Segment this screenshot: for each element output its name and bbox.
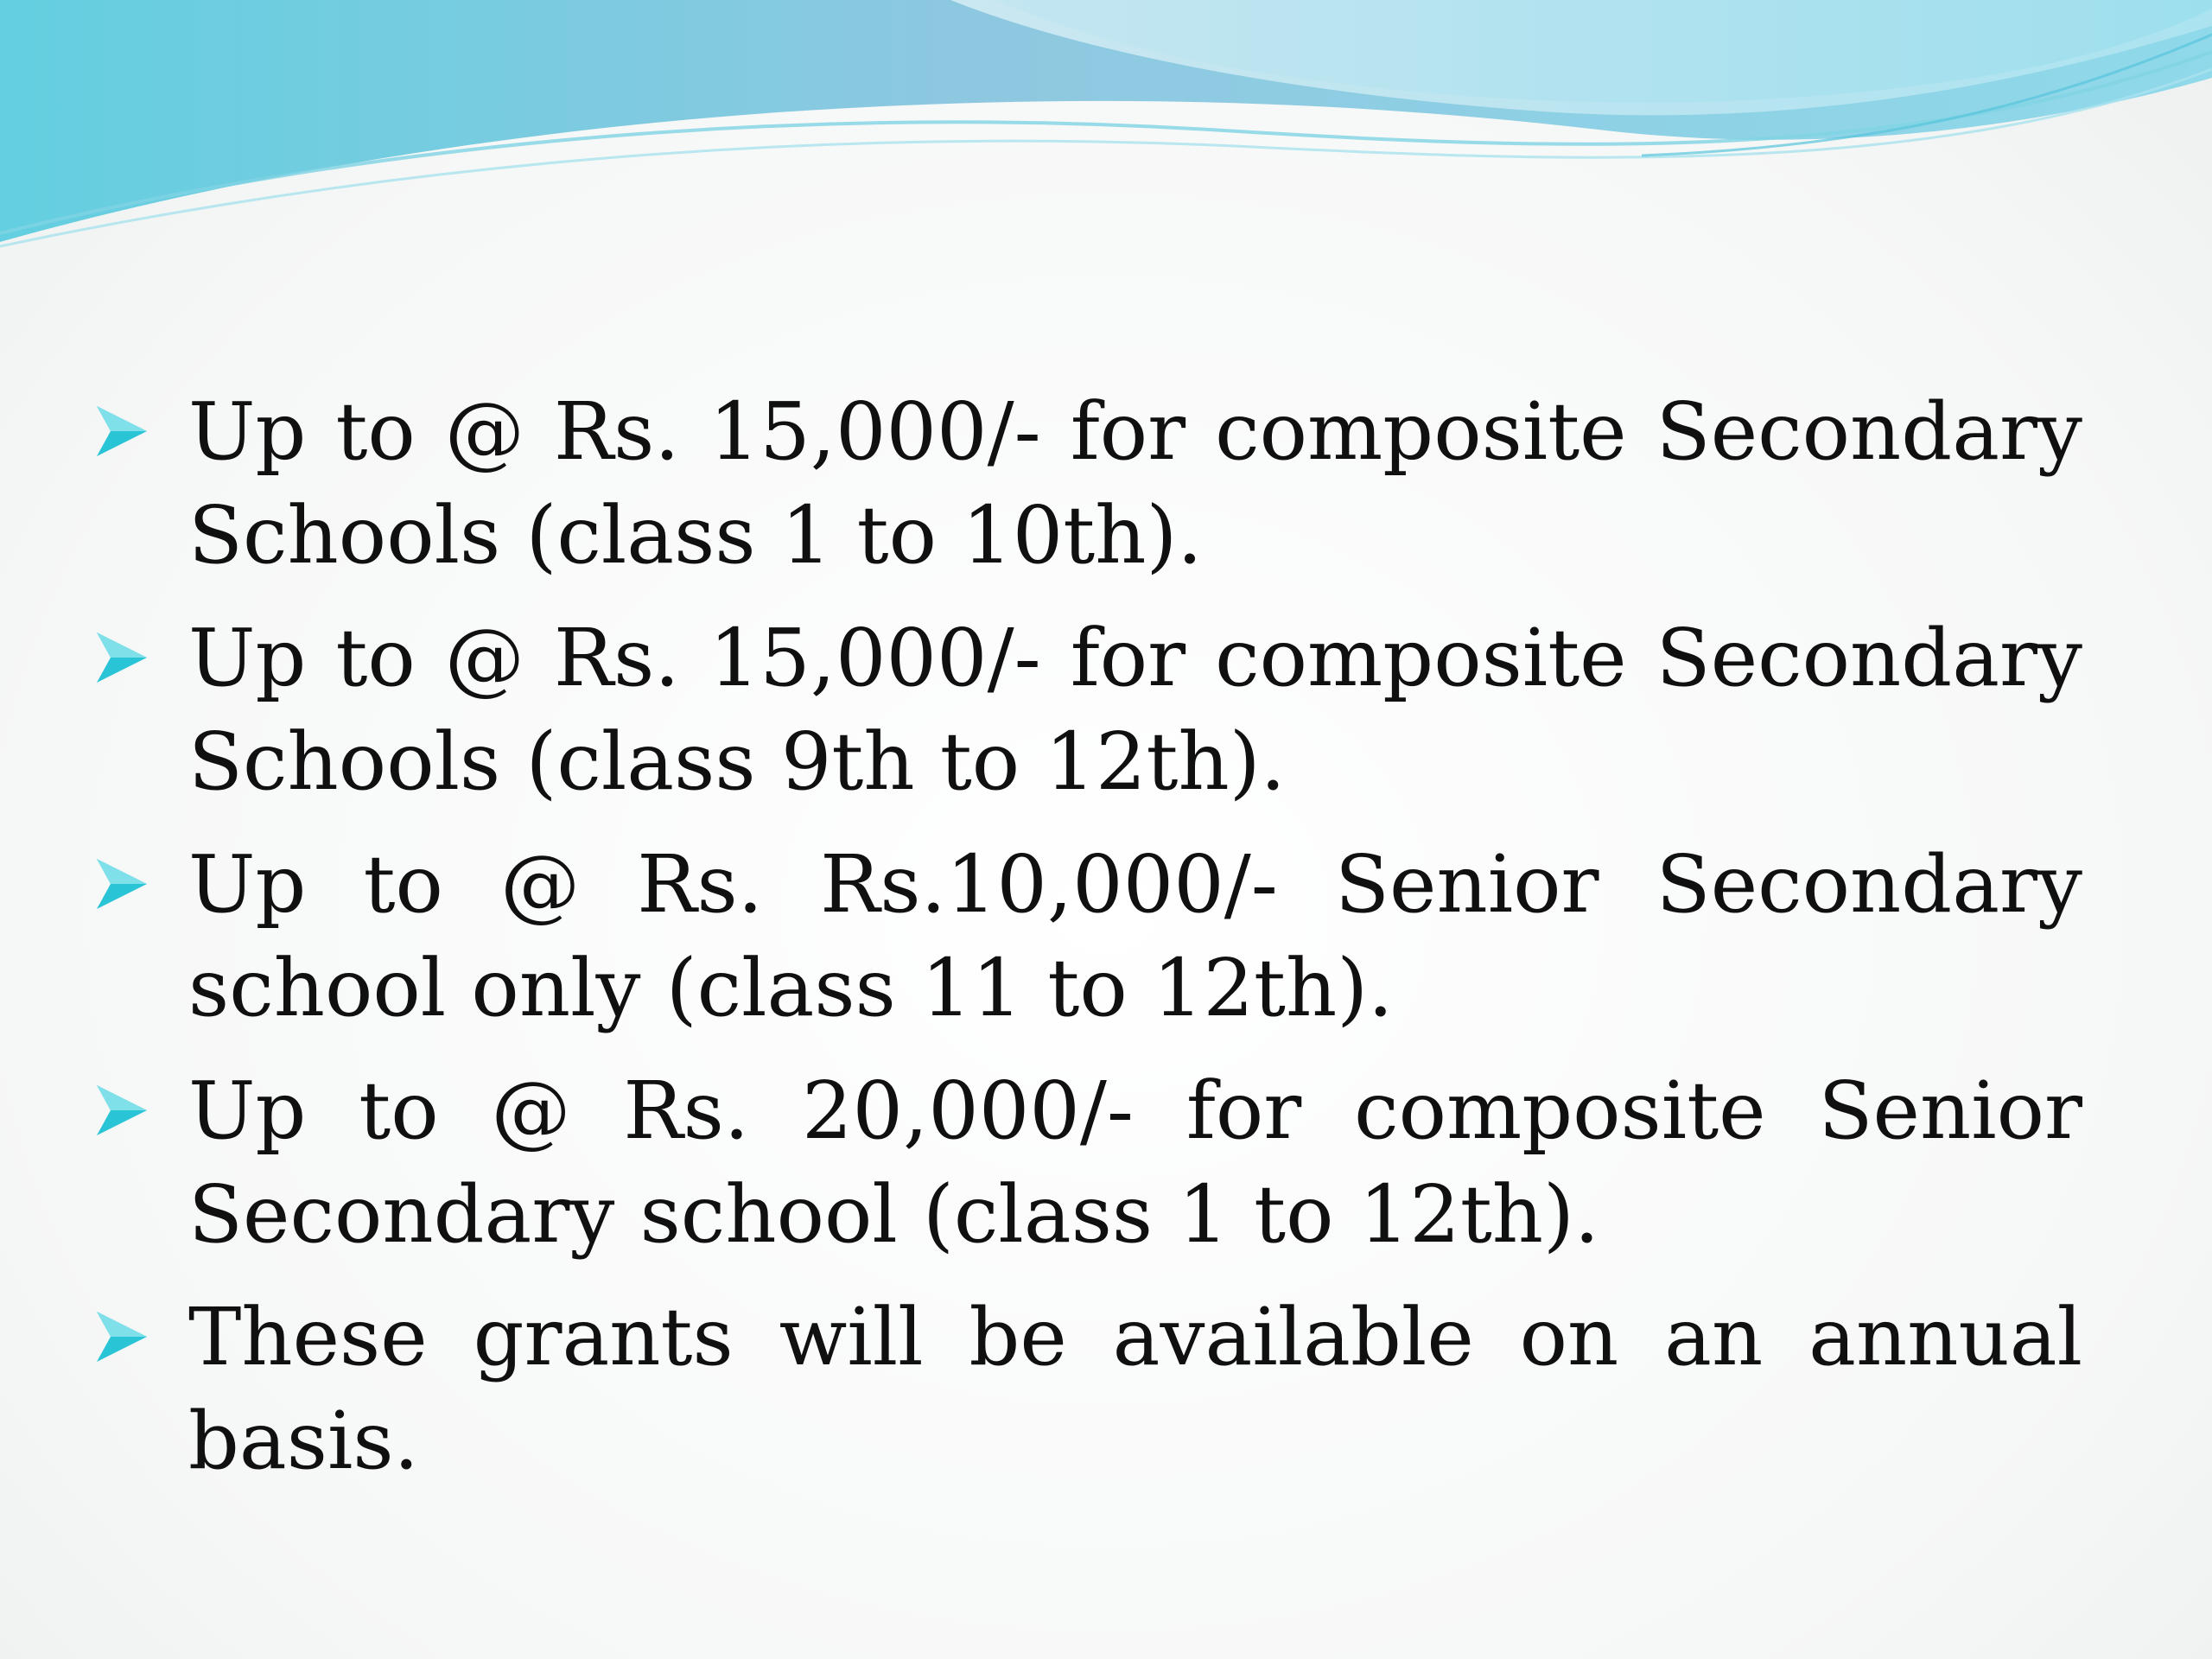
arrowhead-bullet-icon bbox=[95, 855, 149, 912]
arrowhead-bullet-icon bbox=[95, 629, 149, 686]
bullet-text: These grants will be available on an annual basis. bbox=[188, 1291, 2082, 1487]
bullet-text: Up to @ Rs. 15,000/- for composite Secondary Schools (class 1 to 10th). bbox=[188, 385, 2082, 582]
bullet-item bbox=[95, 607, 2082, 814]
bullet-item bbox=[95, 833, 2082, 1040]
bullet-text: Up to @ Rs. Rs.10,000/- Senior Secondary school only (class 11 to 12th). bbox=[188, 838, 2082, 1034]
bullet-text: Up to @ Rs. 15,000/- for composite Secondary Schools (class 9th to 12th). bbox=[188, 612, 2082, 808]
bullet-item bbox=[95, 1059, 2082, 1267]
arrowhead-bullet-icon bbox=[95, 1308, 149, 1365]
bullet-list bbox=[95, 380, 2082, 1512]
arrowhead-bullet-icon bbox=[95, 1082, 149, 1139]
bullet-item bbox=[95, 380, 2082, 588]
header-wave-decoration bbox=[0, 0, 2212, 259]
arrowhead-bullet-icon bbox=[95, 403, 149, 460]
bullet-text: Up to @ Rs. 20,000/- for composite Senior Secondary school (class 1 to 12th). bbox=[188, 1065, 2082, 1261]
bullet-item bbox=[95, 1286, 2082, 1493]
